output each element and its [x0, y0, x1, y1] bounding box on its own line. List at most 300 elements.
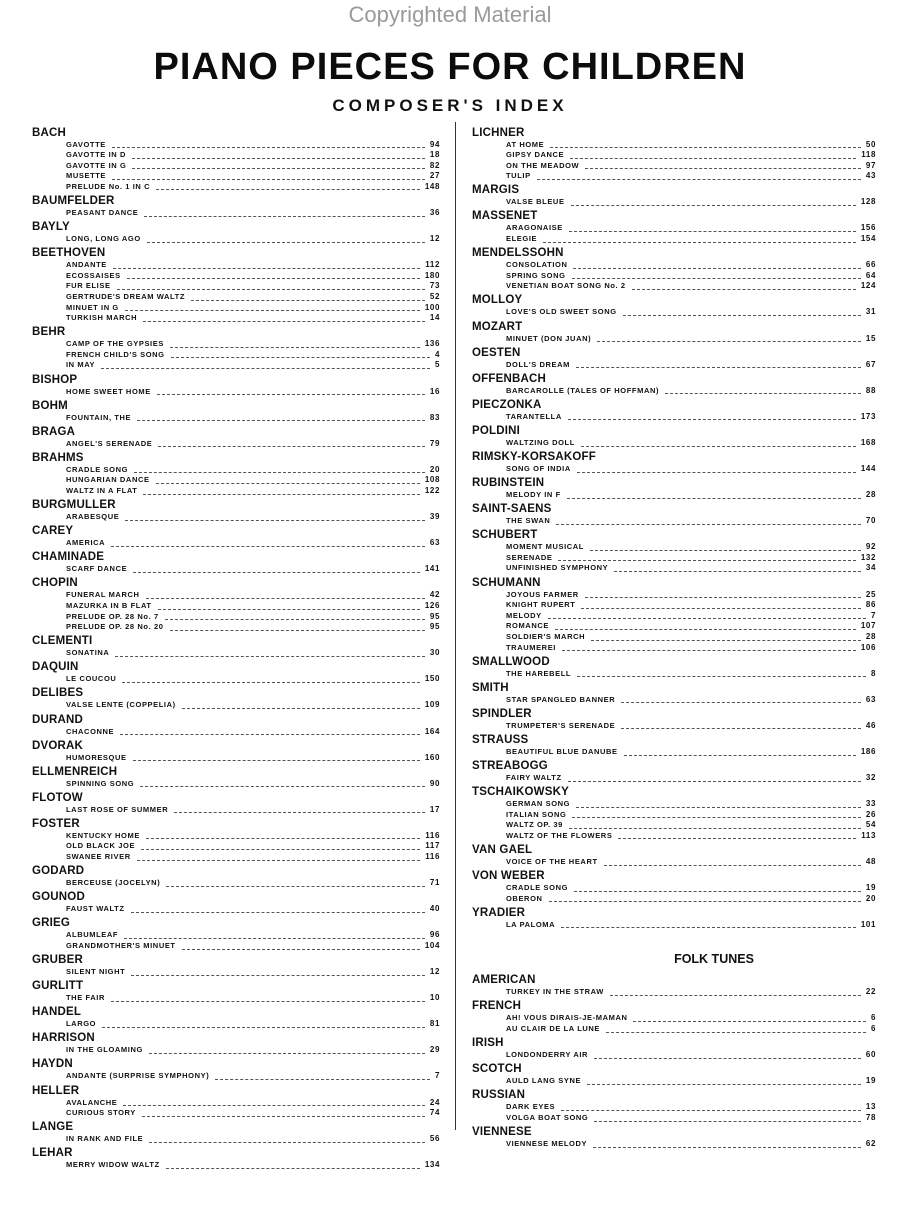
piece-title: BARCAROLLE (TALES OF HOFFMAN)	[506, 385, 660, 395]
piece-row	[472, 894, 876, 905]
piece-title: GAVOTTE IN D	[66, 150, 126, 160]
composer-entry	[472, 708, 876, 732]
piece-title: ARABESQUE	[66, 512, 120, 522]
composer-entry	[472, 682, 876, 706]
page-number: 164	[424, 726, 440, 736]
page-number: 20	[865, 893, 876, 903]
dot-leader	[149, 1053, 425, 1054]
piece-row	[472, 669, 876, 680]
page-number: 12	[429, 234, 440, 244]
page-number: 31	[865, 307, 876, 317]
piece-title: ALBUMLEAF	[66, 930, 119, 940]
page-number: 144	[860, 464, 876, 473]
piece-row	[472, 563, 876, 574]
composer-entry	[472, 503, 876, 527]
composer-name: GURLITT	[32, 980, 84, 993]
dot-leader	[665, 393, 861, 394]
composer-name: SMALLWOOD	[472, 655, 550, 668]
page-number: 20	[429, 464, 440, 474]
piece-title: SOLDIER'S MARCH	[506, 631, 586, 641]
composer-entry	[32, 127, 440, 193]
piece-title: SCARF DANCE	[66, 564, 128, 574]
piece-title: PEASANT DANCE	[66, 207, 139, 217]
dot-leader	[562, 650, 856, 651]
composer-name: SCOTCH	[472, 1063, 522, 1076]
page-number: 173	[860, 411, 876, 421]
piece-title: WALTZING DOLL	[506, 437, 575, 447]
piece-row	[32, 648, 440, 659]
composer-entry	[472, 247, 876, 292]
composer-entry	[472, 321, 876, 345]
piece-row	[32, 1108, 440, 1119]
dot-leader	[112, 147, 425, 148]
page-number: 92	[865, 542, 876, 552]
composer-name: OFFENBACH	[472, 372, 546, 385]
composer-entry	[32, 1058, 440, 1082]
dot-leader	[558, 560, 855, 561]
dot-leader	[594, 1058, 861, 1059]
dot-leader	[556, 524, 861, 525]
page-number: 19	[865, 883, 876, 893]
page-number: 186	[860, 746, 876, 756]
piece-row	[32, 700, 440, 711]
dot-leader	[133, 760, 420, 761]
piece-title: CRADLE SONG	[506, 883, 569, 893]
dot-leader	[594, 1121, 861, 1122]
piece-row	[32, 538, 440, 549]
piece-title: VOLGA BOAT SONG	[506, 1112, 589, 1122]
piece-title: LONDONDERRY AIR	[506, 1050, 589, 1060]
piece-title: AT HOME	[506, 139, 545, 149]
piece-row	[472, 161, 876, 172]
page-number: 83	[429, 412, 440, 422]
dot-leader	[131, 912, 425, 913]
composer-entry	[32, 740, 440, 764]
composer-entry	[32, 865, 440, 889]
piece-title: IN RANK AND FILE	[66, 1134, 144, 1144]
piece-row	[472, 234, 876, 245]
piece-title: SILENT NIGHT	[66, 967, 126, 977]
composer-entry	[472, 347, 876, 371]
composer-entry	[32, 980, 440, 1004]
page-number: 160	[424, 752, 440, 762]
dot-leader	[570, 158, 856, 159]
composer-entry	[32, 954, 440, 978]
dot-leader	[132, 168, 424, 169]
piece-row	[32, 1045, 440, 1056]
piece-title: HUMORESQUE	[66, 752, 127, 762]
piece-row	[472, 516, 876, 527]
page-number: 7	[870, 610, 876, 620]
piece-row	[32, 313, 440, 324]
piece-title: DARK EYES	[506, 1102, 556, 1112]
composer-name: FOSTER	[32, 817, 80, 830]
piece-row	[472, 1013, 876, 1024]
composer-entry	[32, 818, 440, 863]
piece-title: GAVOTTE	[66, 139, 106, 149]
piece-row	[472, 553, 876, 564]
piece-row	[472, 464, 876, 475]
dot-leader	[134, 472, 425, 473]
dot-leader	[561, 1110, 861, 1111]
piece-row	[472, 857, 876, 868]
composer-entry	[32, 525, 440, 549]
dot-leader	[621, 702, 861, 703]
dot-leader	[590, 550, 861, 551]
page-number: 62	[865, 1139, 876, 1148]
dot-leader	[549, 901, 861, 902]
composer-name: VAN GAEL	[472, 843, 533, 856]
composer-name: FLOTOW	[32, 791, 83, 804]
dot-leader	[140, 786, 425, 787]
page-number: 33	[865, 799, 876, 809]
dot-leader	[597, 341, 861, 342]
piece-row	[472, 150, 876, 161]
composer-name: CAREY	[32, 525, 74, 538]
piece-title: LE COUCOU	[66, 674, 117, 684]
page-number: 34	[865, 563, 876, 573]
dot-leader	[569, 828, 861, 829]
dot-leader	[111, 1001, 425, 1002]
dot-leader	[581, 446, 856, 447]
composer-entry	[32, 661, 440, 685]
page-number: 104	[424, 940, 440, 950]
piece-row	[472, 307, 876, 318]
page-number: 30	[429, 648, 440, 658]
piece-title: TRUMPETER'S SERENADE	[506, 720, 616, 730]
piece-title: BERCEUSE (JOCELYN)	[66, 878, 161, 888]
piece-row	[472, 643, 876, 654]
piece-title: SONG OF INDIA	[506, 464, 571, 473]
piece-row	[32, 208, 440, 219]
piece-row	[472, 831, 876, 842]
dot-leader	[165, 619, 425, 620]
page-number: 136	[424, 339, 440, 349]
page-number: 14	[429, 313, 440, 323]
piece-title: TURKEY IN THE STRAW	[506, 987, 604, 997]
composer-name: GODARD	[32, 865, 85, 878]
page-number: 97	[865, 160, 876, 170]
piece-title: TURKISH MARCH	[66, 313, 138, 323]
page-number: 7	[434, 1071, 440, 1081]
composer-entry	[472, 529, 876, 574]
page-number: 95	[429, 622, 440, 632]
piece-title: FUNERAL MARCH	[66, 590, 140, 600]
dot-leader	[113, 268, 420, 269]
piece-title: WALTZ IN A FLAT	[66, 485, 138, 495]
page-number: 132	[860, 552, 876, 562]
composer-entry	[32, 917, 440, 951]
page-number: 48	[865, 856, 876, 866]
composer-entry	[32, 221, 440, 245]
piece-row	[472, 883, 876, 894]
composer-entry	[32, 247, 440, 324]
page-number: 8	[870, 668, 876, 678]
page-number: 50	[865, 139, 876, 149]
composer-entry	[472, 760, 876, 784]
composer-entry	[32, 1032, 440, 1056]
composer-name: RUBINSTEIN	[472, 477, 545, 490]
composer-entry	[472, 870, 876, 904]
page-number: 70	[865, 516, 876, 526]
dot-leader	[577, 472, 856, 473]
piece-row	[472, 1076, 876, 1087]
dot-leader	[123, 1105, 425, 1106]
piece-row	[32, 303, 440, 314]
page-number: 117	[425, 841, 440, 851]
piece-row	[32, 475, 440, 486]
dot-leader	[146, 598, 425, 599]
page-number: 66	[865, 260, 876, 270]
piece-row	[32, 1134, 440, 1145]
piece-row	[32, 967, 440, 978]
piece-row	[32, 339, 440, 350]
dot-leader	[166, 886, 425, 887]
composer-entry	[472, 399, 876, 423]
page-number: 46	[865, 720, 876, 730]
piece-row	[32, 292, 440, 303]
page-number: 28	[865, 631, 876, 641]
dot-leader	[182, 708, 420, 709]
page-number: 29	[429, 1045, 440, 1055]
piece-row	[32, 831, 440, 842]
composer-entry	[472, 786, 876, 841]
piece-title: UNFINISHED SYMPHONY	[506, 563, 609, 573]
composer-name: MASSENET	[472, 210, 538, 223]
piece-title: ITALIAN SONG	[506, 809, 567, 819]
piece-title: ANGEL'S SERENADE	[66, 438, 153, 448]
piece-title: GRANDMOTHER'S MINUET	[66, 940, 176, 950]
composer-name: DVORAK	[32, 739, 84, 752]
dot-leader	[610, 995, 861, 996]
index-right-column	[472, 124, 876, 1150]
composer-entry	[32, 891, 440, 915]
dot-leader	[614, 571, 861, 572]
composer-name: HELLER	[32, 1084, 80, 1097]
composer-name: STRAUSS	[472, 733, 529, 746]
dot-leader	[571, 205, 856, 206]
piece-title: VIENNESE MELODY	[506, 1139, 588, 1148]
piece-row	[472, 140, 876, 151]
dot-leader	[122, 682, 419, 683]
dot-leader	[137, 860, 421, 861]
page-title: PIANO PIECES FOR CHILDREN	[153, 46, 747, 88]
composer-entry	[32, 1147, 440, 1171]
page-number: 15	[865, 333, 876, 343]
composer-name: BURGMULLER	[32, 499, 116, 512]
composer-entry	[472, 734, 876, 758]
page-number: 88	[865, 385, 876, 395]
dot-leader	[143, 321, 425, 322]
composer-name: TSCHAIKOWSKY	[472, 786, 569, 799]
composer-entry	[472, 425, 876, 449]
page-number: 113	[861, 830, 876, 840]
page-number: 94	[429, 139, 440, 149]
page-number: 74	[429, 1108, 440, 1118]
piece-title: CRADLE SONG	[66, 464, 129, 474]
page-number: 10	[429, 993, 440, 1003]
dot-leader	[593, 1147, 861, 1148]
composer-entry	[472, 451, 876, 475]
piece-title: GERMAN SONG	[506, 799, 571, 809]
piece-title: OLD BLACK JOE	[66, 841, 136, 851]
composer-name: SMITH	[472, 681, 509, 694]
piece-title: THE FAIR	[66, 993, 105, 1003]
dot-leader	[141, 849, 420, 850]
piece-title: CAMP OF THE GYPSIES	[66, 339, 164, 349]
piece-row	[472, 438, 876, 449]
piece-title: DOLL'S DREAM	[506, 359, 570, 369]
dot-leader	[585, 168, 861, 169]
piece-row	[32, 601, 440, 612]
piece-row	[32, 486, 440, 497]
dot-leader	[572, 817, 860, 818]
dot-leader	[170, 630, 425, 631]
piece-title: HUNGARIAN DANCE	[66, 475, 150, 485]
piece-row	[32, 993, 440, 1004]
dot-leader	[144, 216, 425, 217]
composer-entry	[32, 577, 440, 632]
piece-title: WALTZ OP. 39	[506, 820, 563, 830]
piece-row	[32, 439, 440, 450]
piece-row	[472, 1050, 876, 1061]
composer-name: GRIEG	[32, 917, 71, 930]
index-left-column	[32, 124, 440, 1171]
page-number: 22	[865, 987, 876, 997]
composer-name: OESTEN	[472, 346, 521, 359]
piece-row	[472, 987, 876, 998]
composer-name: LICHNER	[472, 126, 525, 139]
piece-row	[32, 727, 440, 738]
dot-leader	[623, 315, 861, 316]
page-number: 39	[429, 512, 440, 522]
piece-title: FOUNTAIN, THE	[66, 412, 132, 422]
piece-title: MAZURKA IN B FLAT	[66, 600, 152, 610]
composer-entry	[32, 1085, 440, 1119]
dot-leader	[125, 310, 420, 311]
piece-row	[32, 841, 440, 852]
piece-title: AMERICA	[66, 538, 106, 548]
composer-entry	[32, 551, 440, 575]
piece-title: FAUST WALTZ	[66, 904, 125, 914]
page-number: 128	[860, 197, 876, 207]
composer-entry	[32, 326, 440, 371]
page-number: 6	[870, 1013, 876, 1023]
dot-leader	[576, 367, 861, 368]
dot-leader	[115, 656, 424, 657]
column-divider	[455, 122, 456, 1130]
piece-row	[472, 171, 876, 182]
piece-title: MERRY WIDOW WALTZ	[66, 1160, 160, 1170]
piece-title: IN THE GLOAMING	[66, 1045, 143, 1055]
piece-row	[32, 805, 440, 816]
page-subtitle: COMPOSER'S INDEX	[332, 96, 568, 115]
dot-leader	[574, 891, 861, 892]
piece-title: SWANEE RIVER	[66, 852, 131, 862]
composer-name: GRUBER	[32, 954, 84, 967]
piece-title: GAVOTTE IN G	[66, 160, 127, 170]
dot-leader	[127, 278, 420, 279]
piece-title: CURIOUS STORY	[66, 1108, 136, 1118]
piece-row	[32, 612, 440, 623]
dot-leader	[120, 734, 420, 735]
page-number: 118	[861, 150, 876, 160]
dot-leader	[191, 300, 425, 301]
piece-row	[32, 271, 440, 282]
composer-name: ELLMENREICH	[32, 765, 118, 778]
composer-entry	[472, 477, 876, 501]
page-number: 13	[865, 1102, 876, 1112]
piece-row	[472, 223, 876, 234]
piece-row	[32, 360, 440, 371]
piece-row	[472, 412, 876, 423]
piece-row	[32, 622, 440, 633]
dot-leader	[572, 278, 861, 279]
piece-title: AVALANCHE	[66, 1097, 118, 1107]
composer-entry	[32, 452, 440, 497]
page-number: 116	[425, 852, 440, 862]
page-number: 156	[860, 223, 876, 233]
page-number: 82	[429, 160, 440, 170]
composer-name: VIENNESE	[472, 1126, 532, 1138]
piece-title: SPRING SONG	[506, 270, 566, 280]
dot-leader	[632, 289, 856, 290]
composer-name: SPINDLER	[472, 707, 532, 720]
piece-row	[472, 721, 876, 732]
dot-leader	[171, 357, 430, 358]
piece-row	[472, 920, 876, 931]
composer-entry	[32, 499, 440, 523]
page-number: 109	[424, 700, 440, 710]
piece-title: OBERON	[506, 893, 543, 903]
dot-leader	[585, 597, 861, 598]
page-number: 28	[865, 490, 876, 500]
piece-title: AH! VOUS DIRAIS-JE-MAMAN	[506, 1013, 628, 1023]
composer-name: MENDELSSOHN	[472, 247, 564, 260]
composer-name: BACH	[32, 126, 67, 139]
composer-name: RIMSKY-KORSAKOFF	[472, 451, 596, 463]
page-number: 67	[865, 359, 876, 369]
dot-leader	[174, 812, 425, 813]
composer-name: BEHR	[32, 326, 66, 339]
piece-row	[472, 1102, 876, 1113]
piece-title: MELODY	[506, 610, 542, 620]
composer-name: SAINT-SAENS	[472, 503, 552, 516]
dot-leader	[581, 608, 860, 609]
composer-name: LANGE	[32, 1121, 74, 1134]
dot-leader	[147, 242, 425, 243]
composer-entry	[32, 1006, 440, 1030]
composer-entry	[32, 374, 440, 398]
composer-name: DELIBES	[32, 687, 84, 700]
page-number: 19	[865, 1076, 876, 1086]
dot-leader	[102, 1027, 425, 1028]
piece-title: TULIP	[506, 171, 531, 181]
piece-row	[32, 161, 440, 172]
dot-leader	[146, 838, 420, 839]
piece-row	[472, 281, 876, 292]
dot-leader	[567, 498, 861, 499]
composer-entry	[32, 766, 440, 790]
page-number: 63	[865, 694, 876, 704]
dot-leader	[101, 368, 430, 369]
piece-title: MINUET (DON JUAN)	[506, 333, 592, 343]
page-number: 148	[424, 181, 440, 191]
piece-row	[472, 360, 876, 371]
dot-leader	[548, 618, 866, 619]
composer-name: DURAND	[32, 713, 84, 726]
composer-name: POLDINI	[472, 424, 521, 437]
